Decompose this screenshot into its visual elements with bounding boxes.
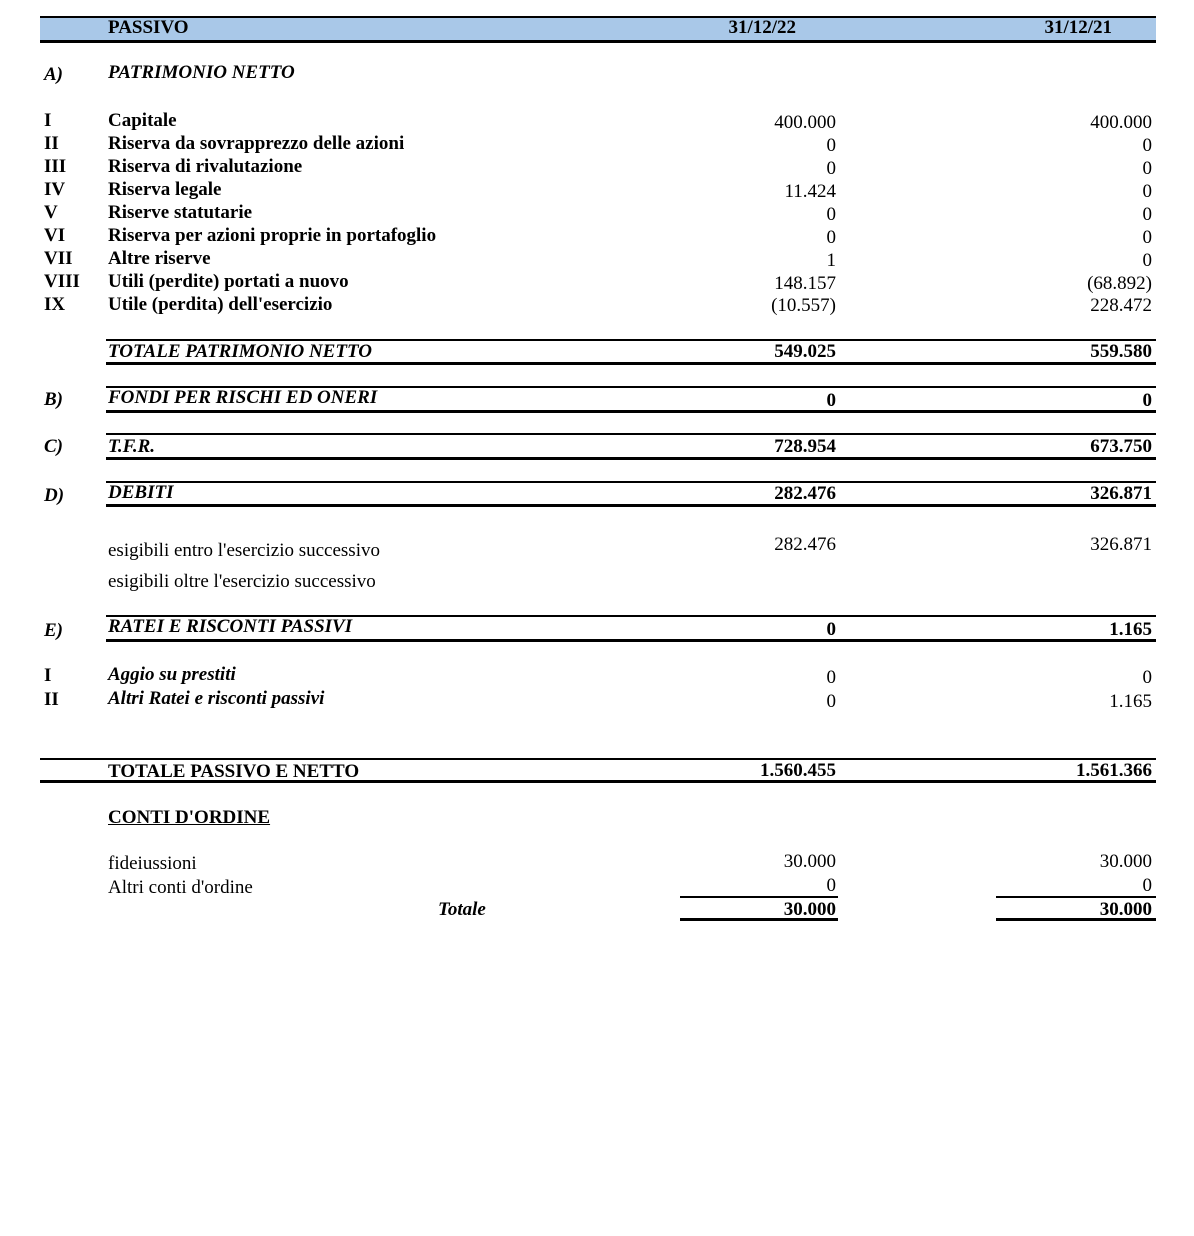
divider	[40, 758, 1156, 760]
row-value-2022: 30.000	[783, 851, 836, 872]
row-label: Capitale	[108, 110, 177, 131]
divider	[40, 780, 1156, 783]
totale-passivo-2022: 1.560.455	[760, 760, 836, 781]
section-b-letter: B)	[44, 389, 63, 410]
row-label: Altri Ratei e risconti passivi	[108, 688, 325, 709]
row-numeral: II	[44, 689, 59, 710]
row-value-2021: 228.472	[1090, 295, 1152, 316]
section-c-title: T.F.R.	[108, 436, 156, 457]
row-numeral: IV	[44, 179, 66, 200]
divider	[996, 896, 1156, 898]
debiti-entro-2021: 326.871	[1090, 534, 1152, 555]
debiti-entro-2022: 282.476	[774, 534, 836, 555]
row-numeral: VI	[44, 225, 66, 246]
row-value-2021: 0	[1142, 158, 1152, 179]
header-col-2021: 31/12/21	[1044, 17, 1112, 38]
row-value-2022: 1	[826, 250, 836, 271]
row-value-2021: 1.165	[1109, 691, 1152, 712]
section-e-title: RATEI E RISCONTI PASSIVI	[108, 616, 353, 637]
row-value-2022: 148.157	[774, 273, 836, 294]
section-a-total-2022: 549.025	[774, 341, 836, 362]
row-value-2022: 0	[826, 227, 836, 248]
section-c-2021: 673.750	[1090, 436, 1152, 457]
conti-title: CONTI D'ORDINE	[108, 807, 271, 828]
header-title: PASSIVO	[108, 17, 189, 38]
row-label: Altri conti d'ordine	[108, 877, 253, 898]
section-e-2021: 1.165	[1109, 619, 1152, 640]
row-numeral: II	[44, 133, 59, 154]
divider	[106, 504, 1156, 507]
conti-total-2021: 30.000	[1099, 899, 1152, 920]
row-numeral: I	[44, 665, 52, 686]
row-value-2022: 0	[826, 135, 836, 156]
section-c-letter: C)	[44, 436, 63, 457]
row-value-2021: 0	[1142, 875, 1152, 896]
row-value-2021: 0	[1142, 135, 1152, 156]
row-label: Utile (perdita) dell'esercizio	[108, 294, 333, 315]
header-col-2022: 31/12/22	[728, 17, 796, 38]
section-c-2022: 728.954	[774, 436, 836, 457]
debiti-oltre-label: esigibili oltre l'esercizio successivo	[108, 571, 376, 592]
divider	[680, 896, 838, 898]
row-numeral: VIII	[44, 271, 80, 292]
row-value-2022: 11.424	[784, 181, 836, 202]
section-d-title: DEBITI	[108, 482, 174, 503]
totale-passivo-label: TOTALE PASSIVO E NETTO	[108, 761, 360, 782]
row-value-2021: (68.892)	[1087, 273, 1152, 294]
row-label: Aggio su prestiti	[108, 664, 236, 685]
row-label: Riserva di rivalutazione	[108, 156, 303, 177]
row-label: Utili (perdite) portati a nuovo	[108, 271, 349, 292]
row-label: fideiussioni	[108, 853, 197, 874]
divider	[106, 457, 1156, 460]
row-label: Altre riserve	[108, 248, 211, 269]
section-b-title: FONDI PER RISCHI ED ONERI	[108, 387, 378, 408]
divider	[996, 918, 1156, 921]
row-value-2022: (10.557)	[771, 295, 836, 316]
row-value-2022: 0	[826, 204, 836, 225]
row-value-2021: 30.000	[1099, 851, 1152, 872]
row-value-2021: 0	[1142, 667, 1152, 688]
row-value-2021: 0	[1142, 250, 1152, 271]
row-value-2022: 0	[826, 691, 836, 712]
divider	[106, 481, 1156, 483]
debiti-entro-label: esigibili entro l'esercizio successivo	[108, 540, 380, 561]
row-value-2021: 0	[1142, 181, 1152, 202]
section-d-2022: 282.476	[774, 483, 836, 504]
divider	[680, 918, 838, 921]
section-a-title: PATRIMONIO NETTO	[108, 62, 295, 83]
row-value-2022: 0	[826, 875, 836, 896]
totale-passivo-2021: 1.561.366	[1076, 760, 1152, 781]
row-value-2022: 0	[826, 158, 836, 179]
section-e-2022: 0	[826, 619, 836, 640]
row-numeral: VII	[44, 248, 73, 269]
row-numeral: IX	[44, 294, 66, 315]
section-a-total-label: TOTALE PATRIMONIO NETTO	[108, 341, 372, 362]
section-d-letter: D)	[44, 485, 65, 506]
row-value-2021: 0	[1142, 227, 1152, 248]
row-label: Riserva per azioni proprie in portafoglio	[108, 225, 437, 246]
section-a-total-2021: 559.580	[1090, 341, 1152, 362]
section-b-2021: 0	[1142, 390, 1152, 411]
conti-total-2022: 30.000	[783, 899, 836, 920]
section-a-letter: A)	[44, 64, 63, 85]
divider	[106, 433, 1156, 435]
divider	[106, 410, 1156, 413]
row-numeral: III	[44, 156, 67, 177]
conti-total-label: Totale	[438, 899, 486, 920]
row-numeral: V	[44, 202, 58, 223]
row-value-2021: 400.000	[1090, 112, 1152, 133]
section-d-2021: 326.871	[1090, 483, 1152, 504]
section-b-2022: 0	[826, 390, 836, 411]
row-label: Riserve statutarie	[108, 202, 253, 223]
row-value-2022: 400.000	[774, 112, 836, 133]
divider	[106, 639, 1156, 642]
section-e-letter: E)	[44, 620, 63, 641]
divider	[106, 362, 1156, 365]
row-label: Riserva legale	[108, 179, 222, 200]
row-numeral: I	[44, 110, 52, 131]
row-value-2021: 0	[1142, 204, 1152, 225]
row-value-2022: 0	[826, 667, 836, 688]
row-label: Riserva da sovrapprezzo delle azioni	[108, 133, 405, 154]
